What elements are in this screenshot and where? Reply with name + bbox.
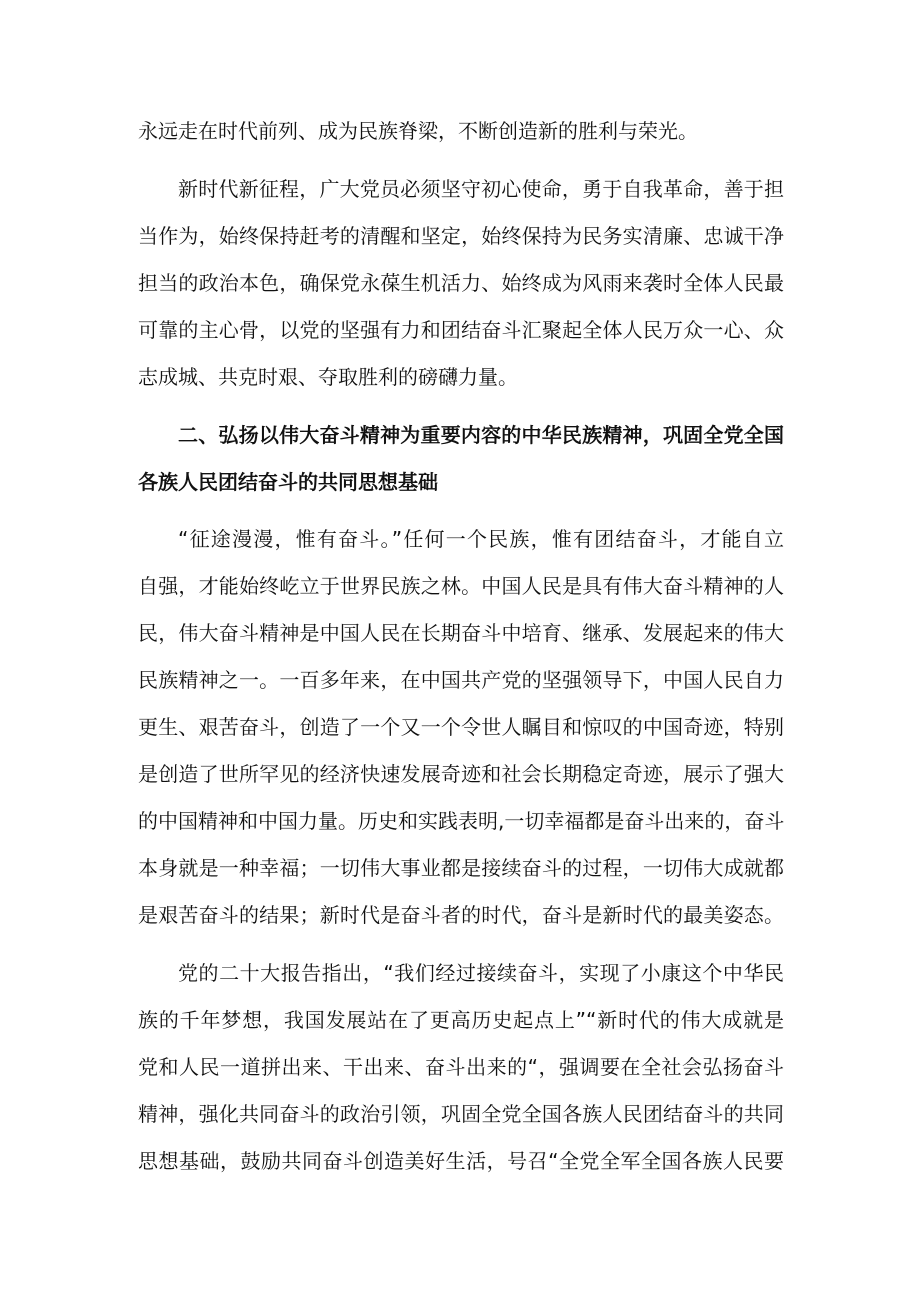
paragraph-line: 党的二十大报告指出，“我们经过接续奋斗，实现了小康这个中华民 xyxy=(178,961,784,985)
paragraph-line: 的中国精神和中国力量。历史和实践表明,一切幸福都是奋斗出来的，奋斗 xyxy=(138,809,785,833)
paragraph-line: 自强，才能始终屹立于世界民族之林。中国人民是具有伟大奋斗精神的人 xyxy=(138,574,784,598)
paragraph-line: 永远走在时代前列、成为民族脊梁，不断创造新的胜利与荣光。 xyxy=(138,119,698,143)
paragraph-line: 新时代新征程，广大党员必须坚守初心使命，勇于自我革命，善于担 xyxy=(178,177,784,201)
paragraph-line: 族的千年梦想，我国发展站在了更高历史起点上”“新时代的伟大成就是 xyxy=(138,1008,784,1032)
paragraph-line: 当作为，始终保持赶考的清醒和坚定，始终保持为民务实清廉、忠诚干净 xyxy=(138,224,784,248)
paragraph-line: 更生、艰苦奋斗，创造了一个又一个令世人瞩目和惊叹的中国奇迹，特别 xyxy=(138,715,784,739)
paragraph-line: 民，伟大奋斗精神是中国人民在长期奋斗中培育、继承、发展起来的伟大 xyxy=(138,621,784,645)
paragraph-line: 精神，强化共同奋斗的政治引领，巩固全党全国各族人民团结奋斗的共同 xyxy=(138,1102,784,1126)
paragraph-line: 志成城、共克时艰、夺取胜利的磅礴力量。 xyxy=(138,365,518,389)
paragraph-line: 本身就是一种幸福；一切伟大事业都是接续奋斗的过程，一切伟大成就都 xyxy=(138,856,784,880)
paragraph-line: 民族精神之一。一百多年来，在中国共产党的坚强领导下，中国人民自力 xyxy=(138,668,784,692)
section-heading-line: 各族人民团结奋斗的共同思想基础 xyxy=(138,470,438,494)
paragraph-line: 思想基础，鼓励共同奋斗创造美好生活，号召“全党全军全国各族人民要 xyxy=(138,1149,784,1173)
paragraph-line: 可靠的主心骨，以党的坚强有力和团结奋斗汇聚起全体人民万众一心、众 xyxy=(138,318,784,342)
paragraph-line: 党和人民一道拼出来、干出来、奋斗出来的“，强调要在全社会弘扬奋斗 xyxy=(138,1055,784,1079)
paragraph-line: 是艰苦奋斗的结果；新时代是奋斗者的时代，奋斗是新时代的最美姿态。 xyxy=(138,903,784,927)
section-heading-line: 二、弘扬以伟大奋斗精神为重要内容的中华民族精神，巩固全党全国 xyxy=(178,423,784,447)
paragraph-line: 是创造了世所罕见的经济快速发展奇迹和社会长期稳定奇迹，展示了强大 xyxy=(138,762,784,786)
paragraph-line: 担当的政治本色，确保党永葆生机活力、始终成为风雨来袭时全体人民最 xyxy=(138,271,784,295)
paragraph-line: “征途漫漫，惟有奋斗。”任何一个民族，惟有团结奋斗，才能自立 xyxy=(178,527,784,551)
